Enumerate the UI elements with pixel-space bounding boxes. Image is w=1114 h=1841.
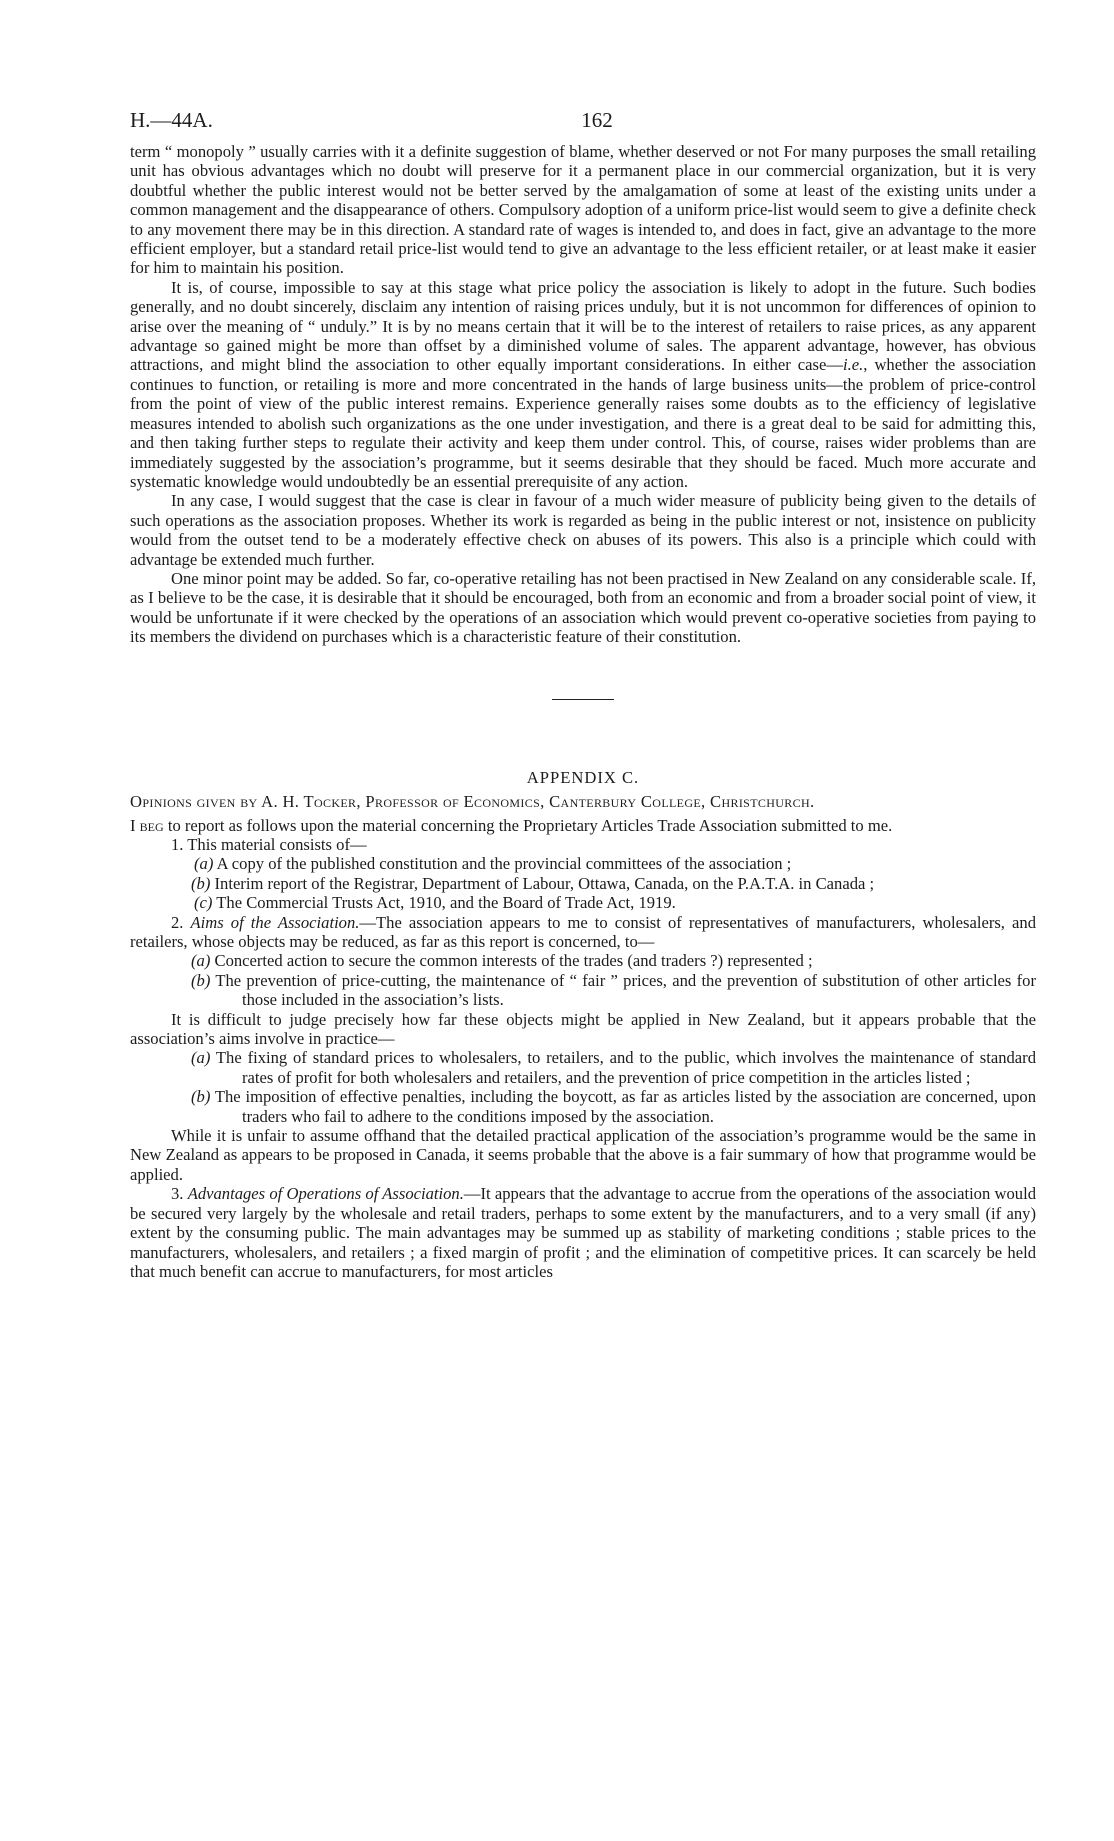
item-text: A copy of the published constitution and the provincial committees of the association ; [213, 854, 792, 874]
section-2-item-a [130, 951, 1036, 970]
section-2-practice-paragraph: It is difficult to judge precisely how far these objects might be applied in New Zealand, but it appears probable that the association’s aims involve in practice— [130, 1009, 1036, 1049]
section-3-number: 3. [171, 1184, 188, 1204]
page-header [130, 108, 1036, 142]
section-2-paragraph [130, 913, 1036, 952]
section-1-item-c [130, 893, 1036, 912]
section-2-summary-paragraph: While it is unfair to assume offhand that the detailed practical application of the association’s programme would be the same in New Zealand as appears to be proposed in Canada, it seems probable that the above is a fair summary of how that programme would be applied. [130, 1126, 1036, 1184]
item-text: The imposition of effective penalties, including the boycott, as far as articles listed by the association are concerned, upon traders who fail to adhere to the conditions imposed by the association. [210, 1087, 1036, 1126]
item-label: (b) [191, 970, 211, 990]
section-2-practice-item-a [130, 1048, 1036, 1087]
section-3-paragraph [130, 1184, 1036, 1281]
section-divider [552, 699, 614, 700]
paragraph-2-text-a: It is, of course, impossible to say at this stage what price policy the association is likely to adopt in the future. Such bodies generally, and no doubt sincerely, disclaim any intention of raising prices unduly, but it is not uncommon for differences of opinion to arise over the meaning of “ unduly.” It is by no means certain that it will be to the interest of retailers to raise prices, as any apparent advantage so gained might be more than offset by a diminished volume of sales. The apparent advantage, however, has obvious attractions, and might blind the association to other equally important considerations. In either case— [130, 277, 1036, 375]
item-label: (b) [191, 873, 211, 893]
section-1-heading: 1. This material consists of— [171, 834, 367, 854]
item-text: Concerted action to secure the common interests of the trades (and traders ?) represented ; [210, 951, 813, 971]
document-reference: H.—44A. [130, 108, 213, 132]
body-paragraph-3: In any case, I would suggest that the case is clear in favour of a much wider measure of publicity being given to the details of such operations as the association proposes. Whether its work is regarded as being in the public interest or not, insistence on publicity would from the outset tend to be a moderately effective check on abuses of its powers. This also is a principle which could with advantage be extended much further. [130, 491, 1036, 569]
body-paragraph-2 [130, 278, 1036, 491]
section-3-heading: Advantages of Operations of Association. [187, 1184, 464, 1204]
paragraph-2-ie: i.e. [842, 355, 864, 375]
body-paragraph-1: term “ monopoly ” usually carries with it a definite suggestion of blame, whether deserved or not For many purposes the small retailing unit has obvious advantages which no doubt will preserve for it a permanent place in our commercial organization, but it is very doubtful whether the public interest would not be better served by the amalgamation of some at least of the existing units under a common management and the disappearance of others. Compulsory adoption of a uniform price-list would seem to give a definite check to any movement there may be in this direction. A standard rate of wages is intended to, and does in fact, give an advantage to the more efficient employer, but a standard retail price-list would tend to give an advantage to the less efficient retailer, or at least make it easier for him to maintain his position. [130, 142, 1036, 278]
section-3-text: —It appears that the advantage to accrue from the operations of the association would be secured very largely by the wholesale and retail traders, perhaps to some extent by the manufacturers, and to a very small (if any) extent by the consuming public. The main advantages may be summed up as stability of marketing conditions ; stable prices to the manufacturers, wholesalers, and retailers ; a fixed margin of profit ; and the elimination of competitive prices. It can scarcely be held that much benefit can accrue to manufacturers, for most articles [130, 1184, 1037, 1281]
item-text: The prevention of price-cutting, the maintenance of “ fair ” prices, and the prevention of substitution of other articles for those included in the association’s lists. [210, 970, 1036, 1010]
item-text: The Commercial Trusts Act, 1910, and the Board of Trade Act, 1919. [212, 893, 676, 913]
paragraph-2-text-b: , whether the association continues to function, or retailing is more and more concentrated in the hands of large business units—the problem of price-control from the point of view of the public interest remains. Experience generally raises some doubts as to the efficiency of legislative measures intended to abolish such organizations as the one under investigation, and there is a great deal to be said for admitting this, and then taking further steps to regulate their activity and keep them under control. This, of course, raises wider problems than are immediately suggested by the association’s programme, but it seems desirable that they should be faced. Much more accurate and systematic knowledge would undoubtedly be an essential prerequisite of any action. [130, 355, 1037, 491]
appendix-intro [130, 816, 1036, 835]
item-label: (b) [191, 1087, 211, 1107]
body-paragraph-4: One minor point may be added. So far, co-operative retailing has not been practised in New Zealand on any considerable scale. If, as I believe to be the case, it is desirable that it should be encouraged, both from an economic and from a broader social point of view, it would be unfortunate if it were checked by the operations of an association which would prevent co-operative societies from paying to its members the dividend on purchases which is a characteristic feature of their constitution. [130, 568, 1036, 647]
opinions-heading: Opinions given by A. H. Tocker, Professor of Economics, Canterbury College, Christchurch. [130, 791, 815, 811]
item-label: (c) [194, 893, 213, 913]
section-2-practice-item-b [130, 1087, 1036, 1126]
section-2-text: —The association appears to me to consist of representatives of manufacturers, wholesalers, and retailers, whose objects may be reduced, as far as this report is concerned, to— [130, 912, 1036, 951]
item-label: (a) [191, 1048, 211, 1068]
appendix-title: APPENDIX C. [526, 767, 640, 787]
page-number: 162 [581, 108, 613, 132]
intro-lead: I beg [130, 815, 164, 835]
section-2-number: 2. [171, 912, 191, 932]
section-2-heading: Aims of the Association. [190, 912, 360, 932]
item-label: (a) [191, 951, 211, 971]
intro-rest: to report as follows upon the material concerning the Proprietary Articles Trade Association submitted to me. [163, 815, 893, 835]
section-1-item-b [130, 874, 1036, 893]
item-label: (a) [194, 854, 214, 874]
section-1-item-a [130, 854, 1036, 873]
item-text: Interim report of the Registrar, Department of Labour, Ottawa, Canada, on the P.A.T.A. in Canada ; [210, 873, 875, 893]
section-2-item-b [130, 971, 1036, 1010]
document-page [130, 108, 1036, 1281]
item-text: The fixing of standard prices to wholesalers, to retailers, and to the public, which involves the maintenance of standard rates of profit for both wholesalers and retailers, and the prevention of price competition in the articles listed ; [210, 1048, 1036, 1087]
